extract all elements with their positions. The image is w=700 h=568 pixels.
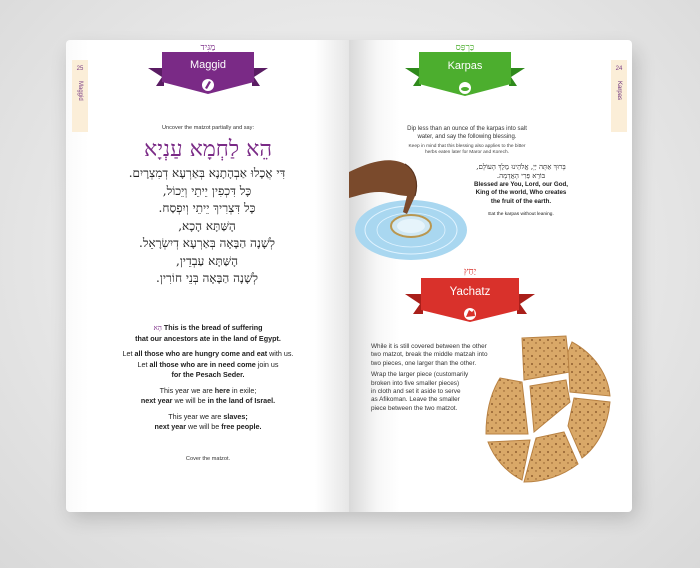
ha-lachma-title: הֵא לַחְמָא עַנְיָא [144,137,272,162]
yachatz-text-line: as Afikoman. Leave the smaller [371,396,460,404]
maggid-ribbon-hebrew: מַגִּיד [200,43,216,53]
english-text: join us [257,359,279,369]
karpas-dipping-illustration [349,152,469,272]
hebrew-line: לְשָׁנָה הַבָּאָה בְּאַרְעָא דְיִשְׂרָאֵל. [139,236,275,250]
yachatz-text-line: While it is still covered between the other [371,343,487,350]
karpas-instruction-line: water, and say the following blessing. [417,133,517,140]
yachatz-text-line: Wrap the larger piece (customarily [371,371,469,379]
hebrew-line: לְשָׁנָה הַבָּאָה בְּנֵי חוֹרִין. [155,271,259,285]
karpas-instruction-line: Dip less than an ounce of the karpas into salt [407,126,527,132]
left-page-tab [72,60,88,132]
english-text: all those who are in need come [149,359,256,369]
blessing-english-line: the fruit of the earth. [490,198,552,206]
ha-lachma-hebrew-text [84,165,330,288]
blessing-hebrew-line: בָּרוּךְ אַתָּה יְיָ, אֱלֹהֵינוּ מֶלֶךְ הָעוֹלָם, [476,163,566,171]
english-text: This year we are [168,411,222,421]
page-number-left: 25 [76,66,84,72]
karpas-blessing [466,163,576,220]
karpas-ribbon-title: Karpas [447,60,483,72]
hebrew-line: דִּי אֲכָלוּ אַבְהָתָנָא בְּאַרְעָא דְמִצְרָיִם. [128,166,286,180]
english-text: next year [154,422,187,431]
karpas-instruction [372,126,562,142]
english-text: we will be [174,396,206,405]
english-text: with us. [269,349,294,358]
right-page-tab [611,60,627,132]
english-text: for the [171,370,194,379]
yachatz-text-line: broken into five smaller pieces) [371,379,460,387]
english-line: This is the bread of suffering [163,323,263,332]
karpas-note-line: Keep in mind that this blessing also applies to the bitter [408,144,526,149]
english-text: Let [122,349,133,358]
hebrew-line: הָשַּׁתָּא עַבְדֵין, [175,253,239,268]
english-text: Pesach Seder. [195,370,245,379]
karpas-ribbon-hebrew: כַּרְפַּס [455,43,475,53]
english-line: that our ancestors ate in the land of Egypt. [135,333,281,343]
karpas-ribbon [405,42,525,100]
instruction-uncover: Uncover the matzot partially and say: [161,125,255,131]
yachatz-ribbon-hebrew: יַחַץ [463,267,477,277]
english-text: slaves; [223,411,248,421]
ha-hebrew-word: הָא [153,323,162,332]
karpas-note-line: herbs eaten later for Maror and Korech. [425,150,509,156]
hebrew-line: כָּל דִּצְרִיךְ יֵיתֵי וְיִפְסַח. [158,201,256,215]
yachatz-ribbon [405,266,535,326]
maggid-ribbon-title: Maggid [189,59,227,71]
yachatz-ribbon-title: Yachatz [449,286,491,298]
salt-water-bowl-icon [349,152,469,272]
english-text: This year we are [159,385,213,395]
maggid-ribbon [148,42,268,96]
hebrew-line: הָשַּׁתָּא הָכָא, [178,218,236,233]
english-text: free people. [221,422,262,431]
hebrew-line: כָּל דִּכְפִין יֵיתֵי וְיֵכוֹל, [162,183,252,198]
tab-label-maggid: Maggid [77,81,83,101]
english-text: in exile; [231,385,257,395]
english-text: here [214,385,230,395]
matzah-pieces-icon [458,330,618,490]
yachatz-text-line: two matzot, break the middle matzah into [371,351,488,359]
english-translation [86,323,330,438]
blessing-hebrew-line: בּוֹרֵא פְּרִי הָאֲדָמָה. [496,171,546,180]
yachatz-text-line: two pieces, one larger than the other. [371,359,477,367]
blessing-english-line: Blessed are You, Lord, our God, [474,180,568,188]
yachatz-text-line: piece between the two matzot. [371,404,458,412]
english-text: next year [140,396,173,405]
blessing-english-line: King of the world, Who creates [475,189,567,197]
broken-matzah-illustration [458,330,618,490]
page-number-right: 24 [615,66,623,72]
tab-label-karpas: Karpas [616,81,622,101]
instruction-cover: Cover the matzot. [185,456,231,462]
english-text: Let [137,359,148,369]
english-text: all those who are hungry come and eat [134,349,268,358]
yachatz-text-line: in cloth and set it aside to serve [371,388,461,396]
english-text: in the land of Israel. [207,396,276,405]
karpas-after-instruction: Eat the karpas without leaning. [488,211,554,217]
english-text: we will be [188,422,220,431]
